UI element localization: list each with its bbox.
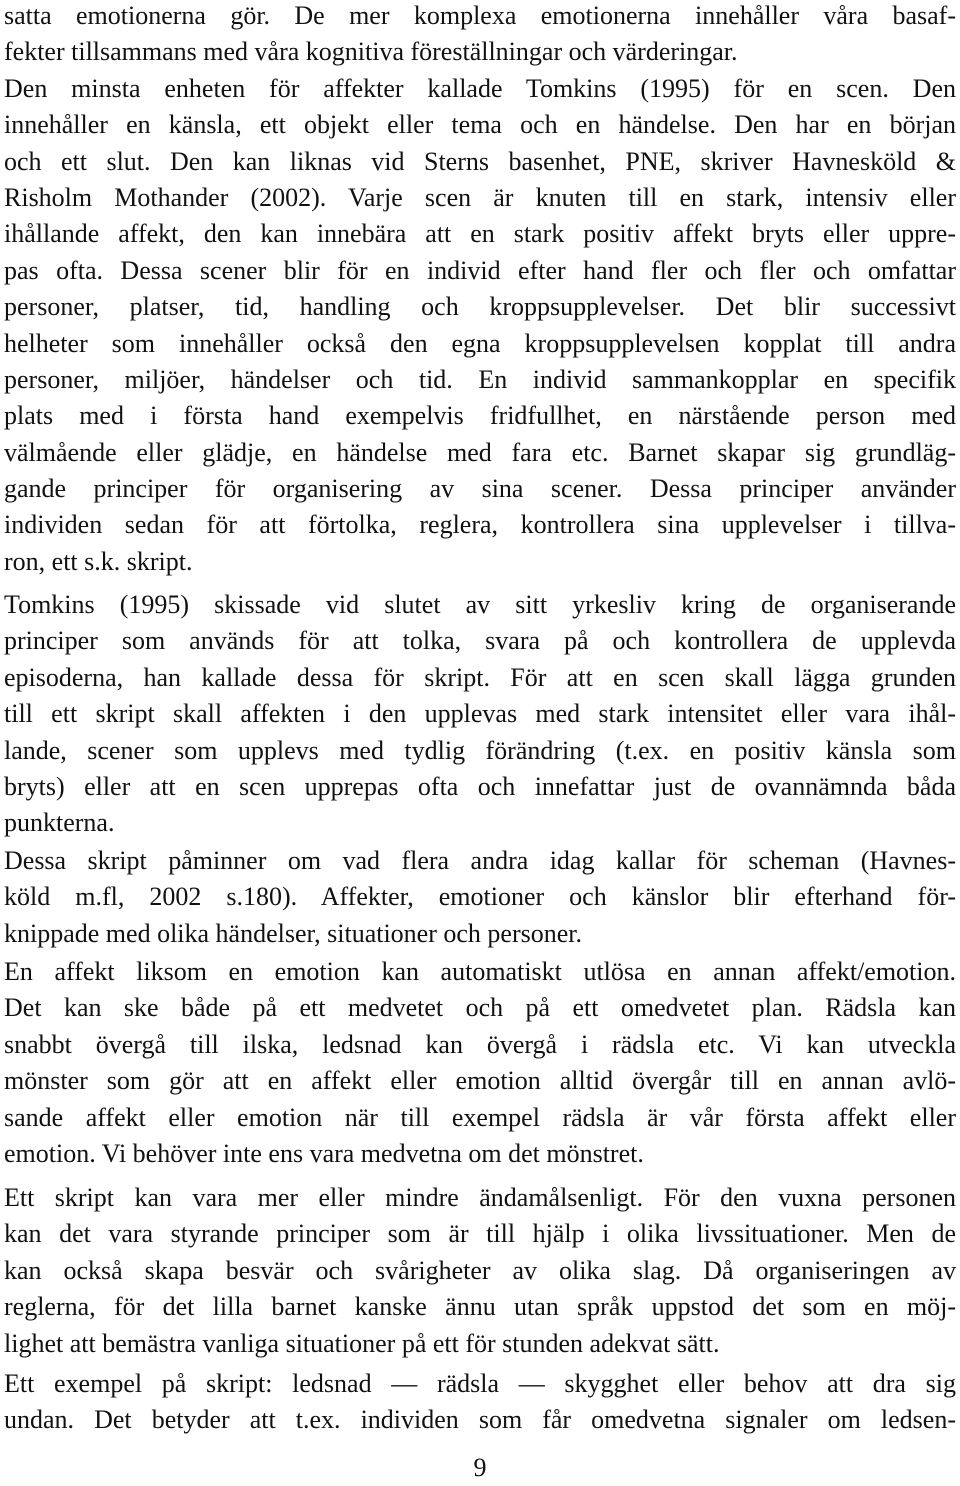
- text-line: ihållande affekt, den kan innebära att en stark positiv affekt bryts eller uppre-: [4, 219, 956, 249]
- page-number: 9: [473, 1453, 487, 1482]
- paragraph-4: [4, 954, 956, 1172]
- paragraph-1: [4, 0, 956, 580]
- text-line: lighet att bemästra vanliga situationer på ett för stunden adekvat sätt.: [4, 1328, 720, 1358]
- text-line: Ett exempel på skript: ledsnad — rädsla — skygghet eller behov att dra sig: [4, 1369, 956, 1398]
- text-line: Det kan ske både på ett medvetet och på ett omedvetet plan. Rädsla kan: [4, 993, 956, 1023]
- text-line: fekter tillsammans med våra kognitiva föreställningar och värderingar.: [4, 37, 738, 67]
- paragraph-5: [4, 1180, 956, 1362]
- text-line: Risholm Mothander (2002). Varje scen är knuten till en stark, intensiv eller: [4, 182, 956, 212]
- text-line: En affekt liksom en emotion kan automatiskt utlösa en annan affekt/emotion.: [4, 957, 956, 986]
- text-line: välmående eller glädje, en händelse med fara etc. Barnet skapar sig grundläg-: [4, 437, 956, 467]
- text-line: knippade med olika händelser, situationer och personer.: [4, 918, 583, 948]
- text-line: individen sedan för att förtolka, reglera, kontrollera sina upplevelser i tillva-: [4, 510, 956, 540]
- paragraph-6: [4, 1366, 956, 1439]
- text-line: mönster som gör att en affekt eller emotion alltid övergår till en annan avlö-: [4, 1066, 956, 1096]
- text-line: emotion. Vi behöver inte ens vara medvetna om det mönstret.: [4, 1138, 644, 1168]
- text-line: sande affekt eller emotion när till exempel rädsla är vår första affekt eller: [4, 1102, 956, 1132]
- text-line: kan det vara styrande principer som är till hjälp i olika livssituationer. Men de: [4, 1219, 956, 1249]
- text-line: gande principer för organisering av sina scener. Dessa principer använder: [4, 474, 956, 504]
- text-line: personer, platser, tid, handling och kroppsupplevelser. Det blir successivt: [4, 292, 956, 322]
- text-line: satta emotionerna gör. De mer komplexa emotionerna innehåller våra basaf-: [4, 1, 956, 30]
- text-line: undan. Det betyder att t.ex. individen som får omedvetna signaler om ledsen-: [4, 1405, 956, 1435]
- text-line: reglerna, för det lilla barnet kanske ännu utan språk uppstod det som en möj-: [4, 1292, 956, 1322]
- paragraph-2: [4, 587, 956, 842]
- text-line: plats med i första hand exempelvis fridfullhet, en närstående person med: [4, 401, 956, 431]
- text-line: episoderna, han kallade dessa för skript. För att en scen skall lägga grunden: [4, 662, 956, 692]
- paragraph-3: [4, 843, 956, 952]
- text-line: köld m.fl, 2002 s.180). Affekter, emotioner och känslor blir efterhand för-: [4, 882, 956, 912]
- text-line: kan också skapa besvär och svårigheter av olika slag. Då organiseringen av: [4, 1255, 956, 1285]
- text-line: personer, miljöer, händelser och tid. En individ sammankopplar en specifik: [4, 364, 956, 394]
- text-line: principer som används för att tolka, svara på och kontrollera de upplevda: [4, 626, 956, 656]
- text-line: lande, scener som upplevs med tydlig förändring (t.ex. en positiv känsla som: [4, 735, 956, 765]
- text-line: innehåller en känsla, ett objekt eller tema och en händelse. Den har en början: [4, 110, 956, 140]
- text-line: Den minsta enheten för affekter kallade Tomkins (1995) för en scen. Den: [4, 73, 956, 103]
- text-line: snabbt övergå till ilska, ledsnad kan övergå i rädsla etc. Vi kan utveckla: [4, 1029, 956, 1059]
- text-line: Dessa skript påminner om vad flera andra idag kallar för scheman (Havnes-: [4, 846, 956, 875]
- text-line: bryts) eller att en scen upprepas ofta och innefattar just de ovannämnda båda: [4, 771, 956, 801]
- text-line: pas ofta. Dessa scener blir för en individ efter hand fler och fler och omfattar: [4, 255, 956, 285]
- text-line: och ett slut. Den kan liknas vid Sterns basenhet, PNE, skriver Havnesköld &: [4, 146, 956, 176]
- text-line: till ett skript skall affekten i den upplevas med stark intensitet eller vara ihål-: [4, 699, 956, 729]
- text-line: punkterna.: [4, 808, 115, 838]
- text-line: ron, ett s.k. skript.: [4, 546, 193, 576]
- text-line: Tomkins (1995) skissade vid slutet av sitt yrkesliv kring de organiserande: [4, 590, 956, 619]
- text-line: Ett skript kan vara mer eller mindre ändamålsenligt. För den vuxna personen: [4, 1183, 956, 1212]
- text-line: helheter som innehåller också den egna kroppsupplevelsen kopplat till andra: [4, 328, 956, 358]
